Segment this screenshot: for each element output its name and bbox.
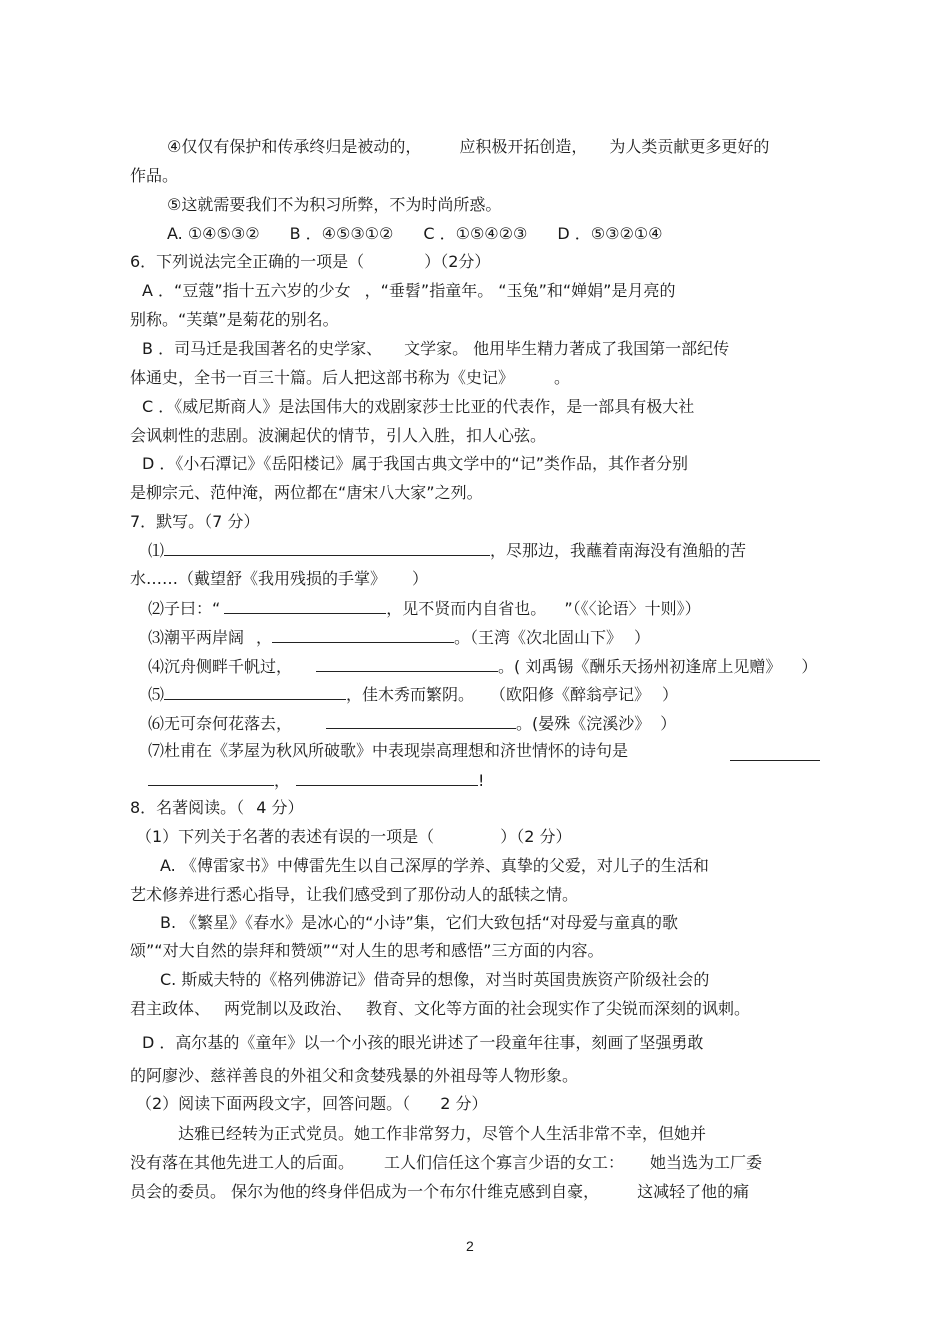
q8-sub2-stem: （2）阅读下面两段文字，回答问题。（ 2 分） xyxy=(136,1094,488,1113)
q7-blank-7b[interactable] xyxy=(148,770,274,786)
answer-options: A. ①④⑤③② B ．④⑤③①② C ．①⑤④②③ D ．⑤③②①④ xyxy=(167,224,663,243)
item-5-line: ⑤这就需要我们不为积习所弊，不为时尚所惑。 xyxy=(167,195,502,214)
q7-blank-1[interactable] xyxy=(164,540,490,556)
page-number: 2 xyxy=(466,1238,474,1254)
question-8-stem: 8．名著阅读。（ 4 分） xyxy=(130,798,304,817)
q8-sub1-stem: （1）下列关于名著的表述有误的一项是（ ）（2 分） xyxy=(136,827,572,846)
q6-option-d-line1: D ．《小石潭记》《岳阳楼记》属于我国古典文学中的“记”类作品，其作者分别 xyxy=(142,454,688,473)
q7-line-3: ⑶潮平两岸阔 ， 。（王湾《次北固山下》 ） xyxy=(148,628,651,647)
q8-option-b-line2: 颂”“对大自然的崇拜和赞颂”“对人生的思考和感悟”三方面的内容。 xyxy=(130,941,604,960)
q8-option-d-line2: 的阿廖沙、慈祥善良的外祖父和贪婪残暴的外祖母等人物形象。 xyxy=(130,1066,579,1085)
q7-line-5: ⑸ ，佳木秀而繁阴。 （欧阳修《醉翁亭记》 ） xyxy=(148,685,679,704)
q8-option-d-line1: D ．高尔基的《童年》以一个小孩的眼光讲述了一段童年往事，刻画了坚强勇敢 xyxy=(142,1033,704,1052)
passage-line-3: 员会的委员。 保尔为他的终身伴侣成为一个布尔什维克感到自豪， 这减轻了他的痛 xyxy=(130,1182,750,1201)
q8-option-b-line1: B. 《繁星》《春水》是冰心的“小诗”集，它们大致包括“对母爱与童真的歌 xyxy=(160,913,679,932)
q7-line-2: ⑵子曰：“ ，见不贤而内自省也。 ”（《〈论语〉十则》） xyxy=(148,599,701,618)
q6-option-d-line2: 是柳宗元、范仲淹，两位都在“唐宋八大家”之列。 xyxy=(130,483,483,502)
item-4-continued: 作品。 xyxy=(130,166,179,185)
q6-option-a-line2: 别称。“芙蕖”是菊花的别名。 xyxy=(130,310,339,329)
passage-line-2: 没有落在其他先进工人的后面。 工人们信任这个寡言少语的女工： 她当选为工厂委 xyxy=(130,1153,763,1172)
q7-line-7: ⑺杜甫在《茅屋为秋风所破歌》中表现崇高理想和济世情怀的诗句是 xyxy=(148,741,629,760)
q6-option-a-line1: A ．“豆蔻”指十五六岁的少女 ，“垂髫”指童年。 “玉兔”和“婵娟”是月亮的 xyxy=(142,281,676,300)
q7-blank-6[interactable] xyxy=(326,713,516,729)
passage-line-1: 达雅已经转为正式党员。她工作非常努力，尽管个人生活非常不幸，但她并 xyxy=(178,1124,707,1143)
item-4-line: ④仅仅有保护和传承终归是被动的， 应积极开拓创造， 为人类贡献更多更好的 xyxy=(167,137,770,156)
q8-option-c-line2: 君主政体、 两党制以及政治、 教育、文化等方面的社会现实作了尖锐而深刻的讽刺。 xyxy=(130,999,751,1018)
q7-line-7-continued: ， ! xyxy=(148,770,484,791)
q8-option-a-line2: 艺术修养进行悉心指导，让我们感受到了那份动人的舐犊之情。 xyxy=(130,885,579,904)
q7-blank-5[interactable] xyxy=(164,684,346,700)
q6-option-c-line2: 会讽刺性的悲剧。波澜起伏的情节，引人入胜，扣人心弦。 xyxy=(130,426,547,445)
q7-line-4: ⑷沉舟侧畔千帆过， 。( 刘禹锡《酬乐天扬州初逢席上见赠》 ） xyxy=(148,657,818,676)
q7-blank-7c[interactable] xyxy=(296,770,478,786)
q6-option-c-line1: C ．《威尼斯商人》是法国伟大的戏剧家莎士比亚的代表作，是一部具有极大社 xyxy=(142,397,695,416)
q7-line-6: ⑹无可奈何花落去， 。(晏殊《浣溪沙》 ） xyxy=(148,714,677,733)
q7-line-1-continued: 水……（戴望舒《我用残损的手掌》 ） xyxy=(130,569,429,588)
q7-blank-7a[interactable] xyxy=(730,745,820,761)
q6-option-b-line2: 体通史，全书一百三十篇。后人把这部书称为《史记》 。 xyxy=(130,368,571,387)
q7-blank-4[interactable] xyxy=(316,656,498,672)
q8-option-a-line1: A. 《傅雷家书》中傅雷先生以自己深厚的学养、真挚的父爱，对儿子的生活和 xyxy=(160,856,709,875)
q8-option-c-line1: C. 斯威夫特的《格列佛游记》借奇异的想像，对当时英国贵族资产阶级社会的 xyxy=(160,970,710,989)
q7-line-1: ⑴ ，尽那边，我蘸着南海没有渔船的苦 xyxy=(148,541,747,560)
q7-blank-3[interactable] xyxy=(272,627,454,643)
q6-option-b-line1: B ．司马迁是我国著名的史学家、 文学家。 他用毕生精力著成了我国第一部纪传 xyxy=(142,339,730,358)
question-6-stem: 6．下列说法完全正确的一项是（ ）（2分） xyxy=(130,252,491,271)
question-7-stem: 7．默写。（7 分） xyxy=(130,512,260,531)
q7-blank-2[interactable] xyxy=(224,598,386,614)
